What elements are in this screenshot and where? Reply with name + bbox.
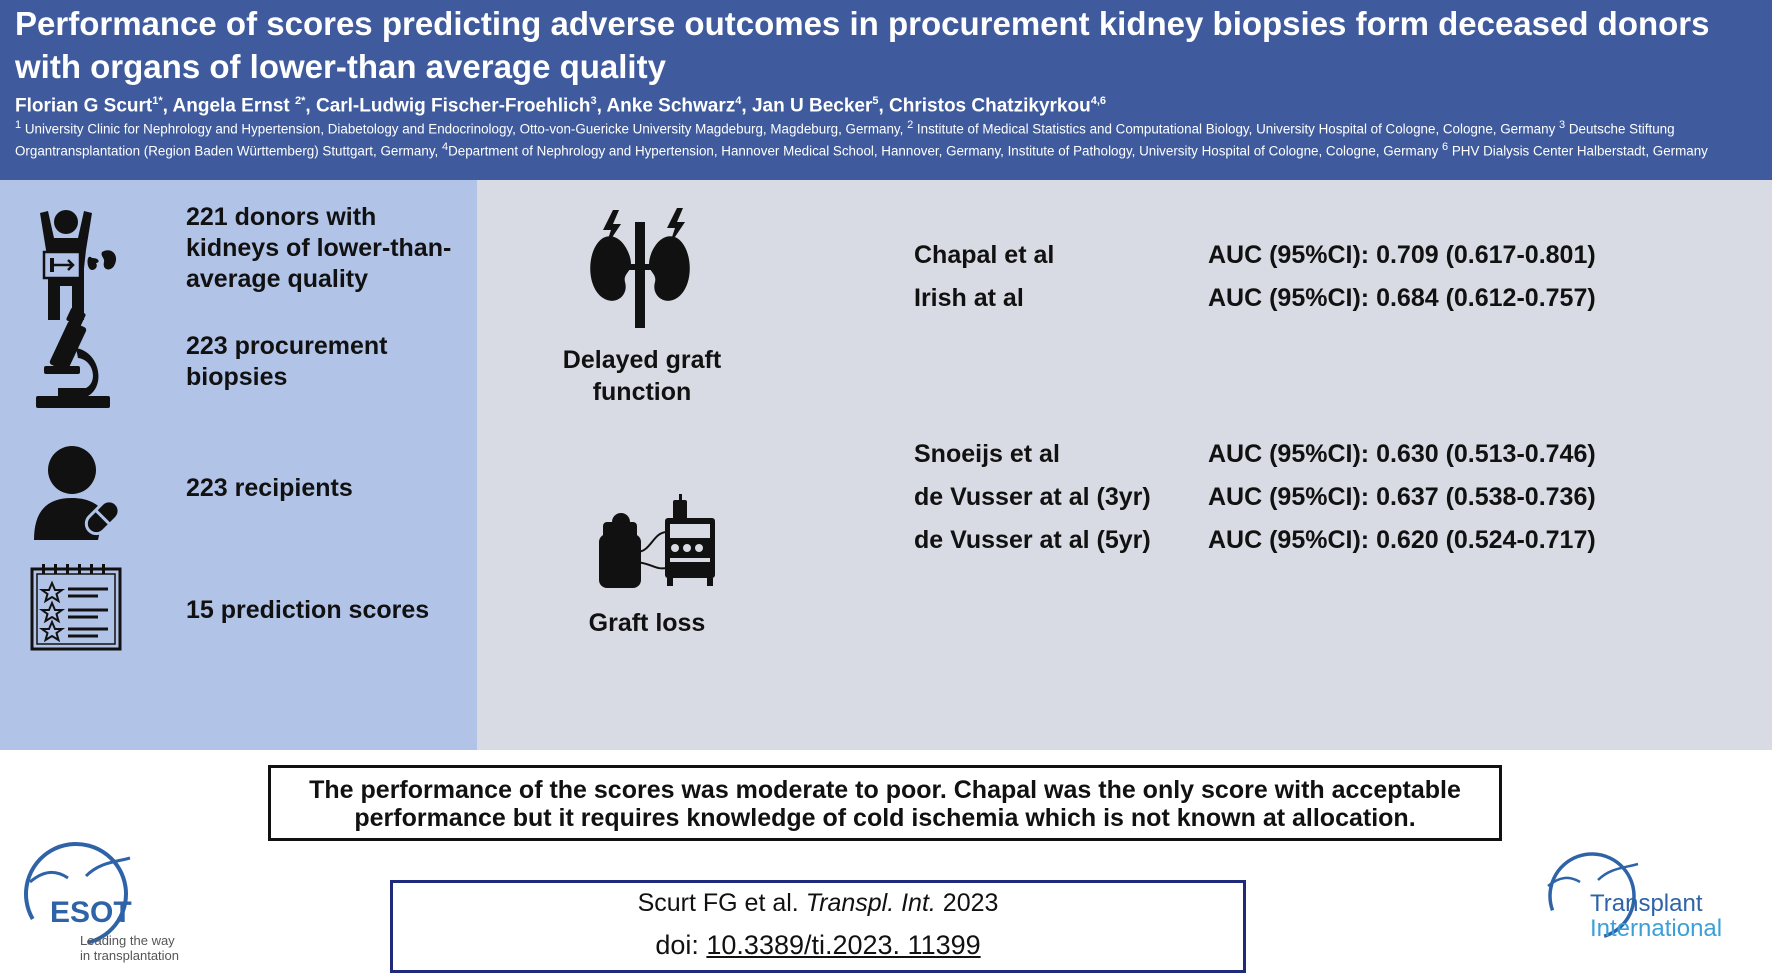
citation-line [393,889,1243,918]
stat-biopsies: 223 procurement biopsies [186,332,388,391]
conclusion-line: performance but it requires knowledge of cold ischemia which is not known at allocation. [354,804,1416,832]
author-sup: 4 [735,95,742,107]
author-name: Carl-Ludwig Fischer-Froehlich [315,95,591,117]
author-sup: 4,6 [1090,95,1106,107]
score-name-devusser-3yr: de Vusser at al (3yr) [914,483,1151,511]
outcome-label-line: Delayed graft [562,346,722,374]
outcomes-panel [477,180,1772,750]
author-name: Florian G Scurt [15,95,153,117]
author-sup: 3 [590,95,597,107]
esot-logo-text: ESOT [50,896,132,929]
page-title: Performance of scores predicting adverse outcomes in procurement kidney biopsies form deceased donors with organs of lower-than average quality [15,5,1710,85]
score-name-devusser-5yr: de Vusser at al (5yr) [914,526,1151,554]
score-name-snoeijs: Snoeijs et al [914,440,1060,468]
conclusion-box [268,765,1502,841]
doi-link[interactable]: 10.3389/ti.2023. 11399 [706,930,981,960]
affil-sup: 3 [1559,119,1566,131]
dialysis-icon [597,492,722,592]
affil-text: Institute of Medical Statistics and Computational Biology, University Hospital of Cologne, Cologne, Germany [913,121,1559,137]
esot-tagline: Leading the way [80,933,175,948]
affil-sup: 4 [441,141,449,154]
citation-journal: Transpl. Int. [805,889,936,917]
affil-text: Deutsche Stiftung Organtransplantation (Region Baden Württemberg) Stuttgart, Germany, [15,121,1675,159]
score-auc-snoeijs: AUC (95%CI): 0.630 (0.513-0.746) [1208,440,1596,468]
author-sup: 1* [152,95,163,107]
score-auc-irish: AUC (95%CI): 0.684 (0.612-0.757) [1208,284,1596,312]
doi-label: doi: [655,930,707,960]
citation-box [390,880,1246,973]
affil-sup: 2 [907,119,914,131]
clipboard-stars-icon [28,563,126,653]
header-banner [0,0,1772,180]
author-list: Florian G Scurt$^{1*}$, Angela Ernst $^{2*}$, Carl-Ludwig Fischer-Froehlich$^3$, Anke Schwarz$^4$, Jan U Becker$^5$, Christos Chatzikyrkou$^{4,6}$ [15,95,1106,117]
kidneys-lightning-icon [585,208,695,330]
outcome-label-delayed-graft [537,344,747,408]
author-name: Anke Schwarz [606,95,736,117]
ti-logo-text: International [1590,915,1723,942]
doi-line [393,930,1243,961]
conclusion-line: The performance of the scores was moderate to poor. Chapal was the only score with acceptable [309,776,1461,804]
microscope-icon [28,308,118,413]
study-stats-panel [0,180,477,750]
score-name-irish: Irish at al [914,284,1024,312]
affil-text: Department of Nephrology and Hypertension, Hannover Medical School, Hannover, Germany, Institute of Pathology, University Hospital of Cologne, Cologne, Germany [448,143,1443,159]
score-auc-devusser-3yr: AUC (95%CI): 0.637 (0.538-0.736) [1208,483,1596,511]
affil-text: PHV Dialysis Center Halberstadt, Germany [1448,143,1708,159]
affil-text: University Clinic for Nephrology and Hypertension, Diabetology and Endocrinology, Otto-von-Guericke University Magdeburg, Magdeburg, Germany, [21,121,908,137]
author-sup: 2* [295,95,306,107]
citation-year: 2023 [935,889,999,917]
score-auc-chapal: AUC (95%CI): 0.709 (0.617-0.801) [1208,241,1596,269]
affil-sup: 6 [1442,141,1449,154]
author-name: Angela Ernst [172,95,295,117]
score-auc-devusser-5yr: AUC (95%CI): 0.620 (0.524-0.717) [1208,526,1596,554]
affil-sup: 1 [15,119,22,131]
recipient-icon [28,442,123,542]
author-name: Christos Chatzikyrkou [889,95,1091,117]
outcome-label-line: Graft loss [588,609,706,637]
author-sup: 5 [872,95,879,107]
donor-with-kidney-icon [28,208,123,323]
ti-logo-text: Transplant [1590,890,1703,917]
stat-scores: 15 prediction scores [186,596,430,624]
citation-authors: Scurt FG et al. [637,889,806,917]
stat-donors: 221 donors with kidneys of lower-than-average quality [186,203,452,293]
esot-tagline: in transplantation [80,948,180,963]
stat-recipients: 223 recipients [186,474,353,502]
affiliations [15,116,1755,161]
score-name-chapal: Chapal et al [914,241,1055,269]
outcome-label-graft-loss [537,607,757,639]
outcome-label-line: function [592,378,692,406]
author-name: Jan U Becker [751,95,873,117]
